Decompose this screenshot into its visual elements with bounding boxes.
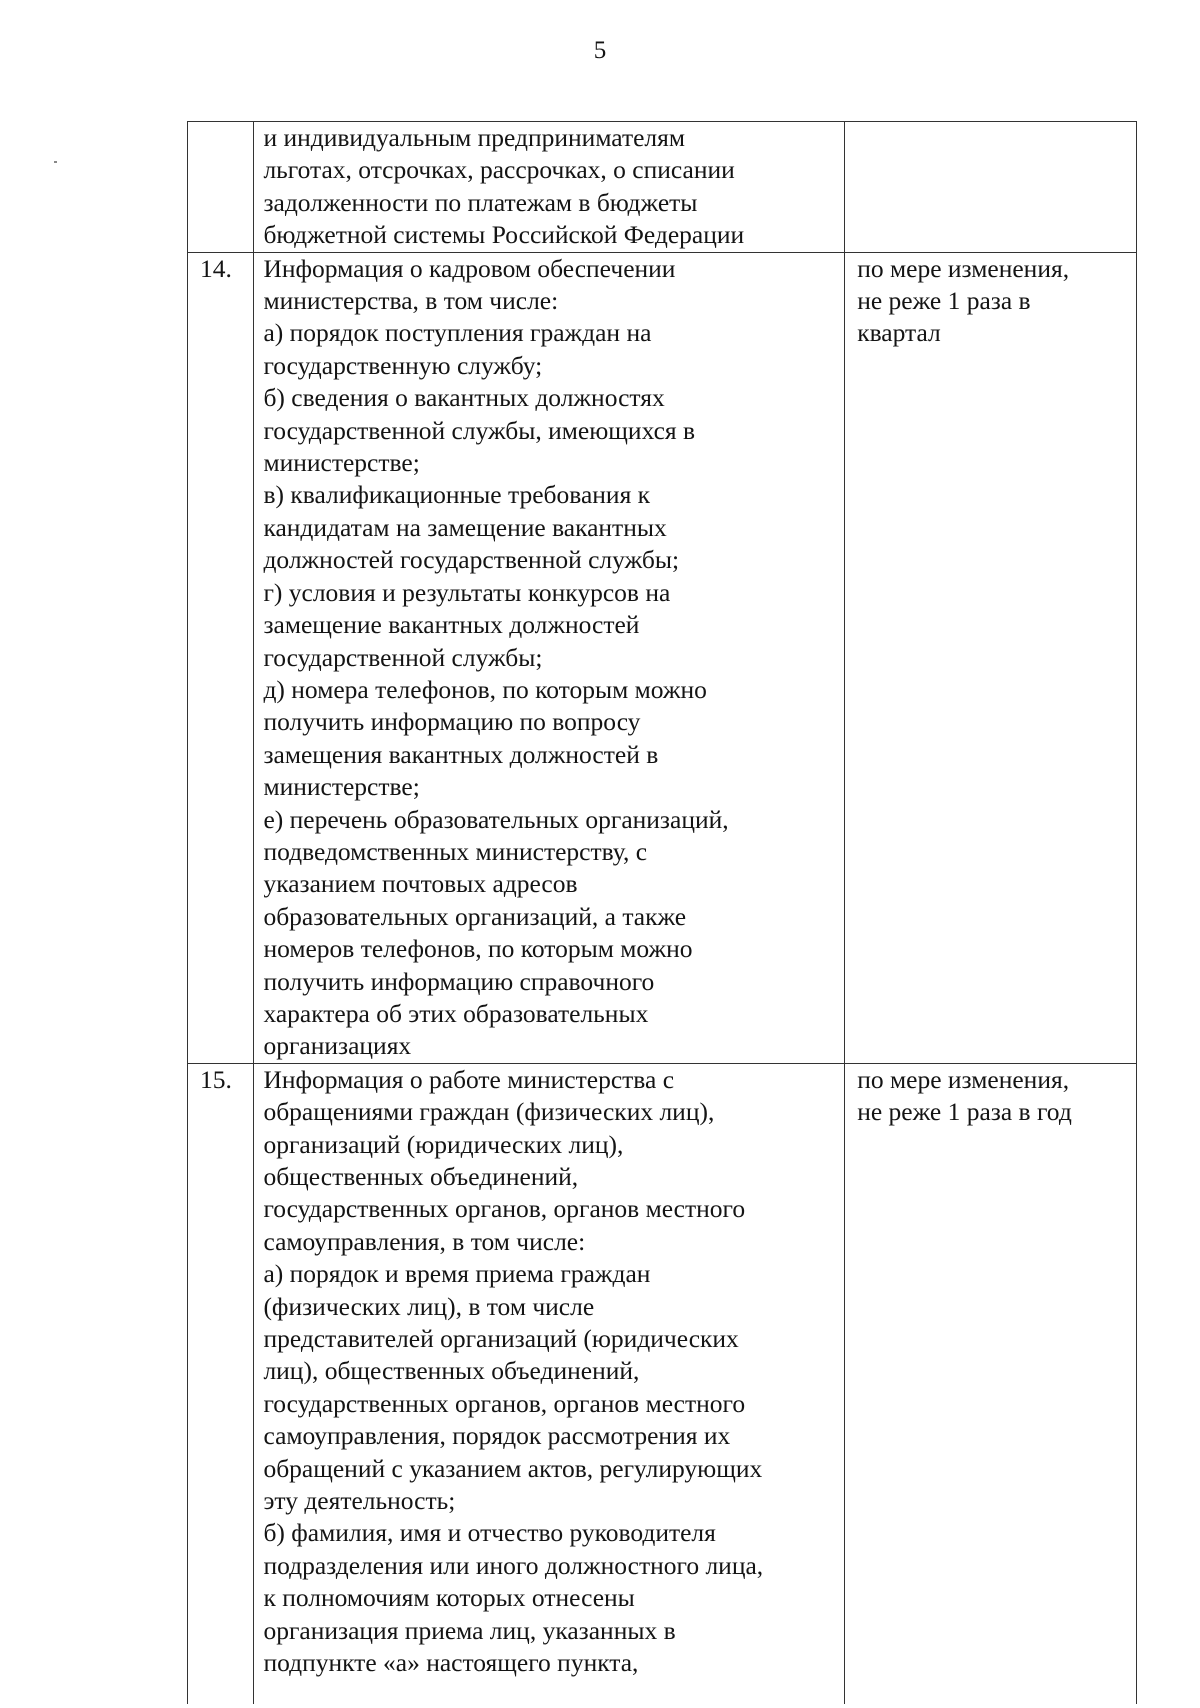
text-line: министерстве; (263, 448, 420, 478)
text-line: самоуправления, в том числе: (263, 1226, 586, 1256)
text-line: образовательных организаций, а также (263, 901, 687, 931)
text-line: (физических лиц), в том числе (263, 1291, 595, 1321)
text-line: по мере изменения, (857, 253, 1070, 283)
text-line: б) сведения о вакантных должностях (263, 383, 665, 413)
row-number-cell (188, 122, 254, 253)
text-line: замещение вакантных должностей (263, 610, 640, 640)
text-line: по мере изменения, (857, 1064, 1070, 1094)
page-number: 5 (593, 37, 607, 64)
text-line: характера об этих образовательных (263, 998, 649, 1028)
information-schedule-table (187, 121, 1137, 1704)
text-line: не реже 1 раза в год (857, 1097, 1072, 1127)
text-line: замещения вакантных должностей в (263, 739, 659, 769)
text-line: подразделения или иного должностного лица, (263, 1550, 764, 1580)
text-line: организация приема лиц, указанных в (263, 1615, 676, 1645)
text-line: государственной службы, имеющихся в (263, 415, 696, 445)
text-line: номеров телефонов, по которым можно (263, 934, 693, 964)
text-line: в) квалификационные требования к (263, 480, 651, 510)
text-line: а) порядок и время приема граждан (263, 1259, 651, 1289)
text-line: указанием почтовых адресов (263, 869, 578, 899)
text-line: эту деятельность; (263, 1486, 456, 1516)
row-frequency-cell (845, 122, 1137, 253)
text-line: обращений с указанием актов, регулирующих (263, 1453, 763, 1483)
text-line: г) условия и результаты конкурсов на (263, 577, 671, 607)
row-content-cell (254, 122, 845, 253)
text-line: государственной службы; (263, 642, 543, 672)
row-number-cell (188, 252, 254, 1063)
text-line: бюджетной системы Российской Федерации (263, 220, 745, 250)
text-line: обращениями граждан (физических лиц), (263, 1097, 715, 1127)
table-row (188, 252, 1137, 1063)
text-line: государственную службу; (263, 350, 543, 380)
row-frequency-cell (845, 1063, 1137, 1704)
text-line: общественных объединений, (263, 1162, 579, 1191)
text-line: лиц), общественных объединений, (263, 1356, 640, 1386)
text-line: д) номера телефонов, по которым можно (263, 674, 707, 704)
table-row (188, 122, 1137, 253)
text-line: кандидатам на замещение вакантных (263, 512, 667, 542)
text-line: к полномочиям которых отнесены (263, 1583, 635, 1613)
text-line: не реже 1 раза в (857, 286, 1031, 316)
text-line: организаций (юридических лиц), (263, 1129, 624, 1159)
text-line: представителей организаций (юридических (263, 1324, 739, 1354)
text-line: подведомственных министерству, с (263, 836, 648, 866)
text-line: подпункте «а» настоящего пункта, (263, 1648, 639, 1678)
table-row (188, 1063, 1137, 1704)
row-number-cell (188, 1063, 254, 1704)
text-line: б) фамилия, имя и отчество руководителя (263, 1518, 716, 1548)
text-line: организациях (263, 1031, 412, 1061)
row-content-cell (254, 252, 845, 1063)
row-content-cell (254, 1063, 845, 1704)
text-line: министерстве; (263, 772, 420, 802)
text-line: и индивидуальным предпринимателям (263, 123, 685, 152)
text-line: а) порядок поступления граждан на (263, 318, 652, 348)
text-line: должностей государственной службы; (263, 545, 680, 575)
text-line: е) перечень образовательных организаций, (263, 804, 729, 834)
text-line: задолженности по платежам в бюджеты (263, 187, 698, 217)
text-line: государственных органов, органов местного (263, 1388, 746, 1418)
row-frequency-cell (845, 252, 1137, 1063)
text-line: государственных органов, органов местного (263, 1194, 746, 1224)
text-line: получить информацию по вопросу (263, 707, 641, 737)
text-line: министерства, в том числе: (263, 286, 559, 316)
text-line: Информация о кадровом обеспечении (263, 253, 676, 283)
row-number: 15. (200, 1064, 232, 1094)
text-line: получить информацию справочного (263, 966, 655, 996)
text-line: льготах, отсрочках, рассрочках, о списании (263, 155, 735, 185)
text-line: Информация о работе министерства с (263, 1064, 675, 1094)
text-line: самоуправления, порядок рассмотрения их (263, 1421, 731, 1451)
scan-artifact-mark (54, 161, 57, 163)
text-line: квартал (857, 318, 941, 348)
row-number: 14. (200, 253, 232, 283)
